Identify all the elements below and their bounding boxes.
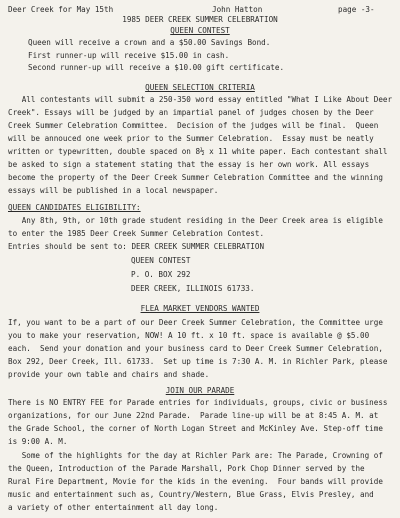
highlights-line: music and entertainment such as, Country/Western, Blue Grass, Elvis Presley, and [8,490,374,499]
document-title: 1985 DEER CREEK SUMMER CELEBRATION [122,15,278,24]
prize-line: First runner-up will receive $15.00 in cash. [28,50,230,60]
parade-line: There is NO ENTRY FEE for Parade entries for individuals, groups, civic or business [8,398,388,407]
flea-line: you to make your reservation, NOW! A 10 ft. x 10 ft. space is available @ $5.00 [8,331,370,340]
criteria-line: essays will be published in a local newspaper. [8,186,219,195]
entry-address [131,256,400,298]
parade-line: is 9:00 A. M. [8,437,68,446]
queen-prizes [28,38,400,73]
highlights-line: Rural Fire Department, Movie for the kids in the evening. Four bands will provide [8,477,383,486]
highlights-body [8,451,396,516]
criteria-line: Creek Summer Celebration Committee. Decision of the judges will be final. Queen [8,121,379,130]
eligibility-body [8,216,396,255]
criteria-line: become the property of the Deer Creek Summer Celebration Committee and the winning [8,173,383,182]
header-left: Deer Creek for May 15th [8,5,114,14]
prize-line: Queen will receive a crown and a $50.00 Savings Bond. [28,38,271,47]
criteria-line: will be annouced one week prior to the Summer Celebration. Essay must be neatly [8,134,374,143]
eligibility-heading: QUEEN CANDIDATES ELIGIBILITY: [8,203,141,212]
flea-line: provide your own table and chairs and shade. [8,370,210,379]
parade-line: organizations, for our June 22nd Parade. Parade line-up will be at 8:45 A. M. at [8,411,379,420]
parade-body [8,398,396,448]
flea-market-heading: FLEA MARKET VENDORS WANTED [140,304,260,313]
flea-line: each. Send your donation and your business card to Deer Creek Summer Celebration, [8,344,383,353]
criteria-heading: QUEEN SELECTION CRITERIA [145,83,255,92]
criteria-line: All contestants will submit a 250-350 word essay entitled "What I Like About Deer [8,95,393,104]
parade-line: the Grade School, the corner of North Logan Street and McKinley Ave. Step-off time [8,424,383,433]
flea-line: Box 292, Deer Creek, Ill. 61733. Set up time is 7:30 A. M. in Richler Park, please [8,357,388,366]
criteria-line: be asked to sign a statement stating that the essay is her own work. All essays [8,160,370,169]
parade-heading: JOIN OUR PARADE [165,386,235,395]
highlights-line: the Queen, Introduction of the Parade Marshall, Pork Chop Dinner served by the [8,464,365,473]
address-line: P. O. BOX 292 [131,270,191,279]
queen-contest-heading: QUEEN CONTEST [170,26,230,35]
criteria-line: Creek". Essays will be judged by an impartial panel of judges chosen by the Deer [8,108,374,117]
prize-line: Second runner-up will receive a $10.00 gift certificate. [28,63,285,73]
header-page: page -3- [338,5,375,14]
eligibility-line: Entries should be sent to: DEER CREEK SUMMER CELEBRATION [8,242,265,251]
header-author: John Hatton [212,5,263,14]
address-line: QUEEN CONTEST [131,256,191,265]
criteria-line: written or typewritten, double spaced on 8½ x 11 white paper. Each contestant shall [8,147,388,156]
criteria-body [8,95,396,199]
eligibility-line: to enter the 1985 Deer Creek Summer Celebration Contest. [8,229,265,238]
eligibility-line: Any 8th, 9th, or 10th grade student residing in the Deer Creek area is eligible [8,216,383,225]
flea-market-body [8,318,396,383]
highlights-line: a variety of other entertainment all day long. [8,503,219,512]
address-line: DEER CREEK, ILLINOIS 61733. [131,284,255,293]
flea-line: If, you want to be a part of our Deer Creek Summer Celebration, the Committee urge [8,318,383,327]
highlights-line: Some of the highlights for the day at Richler Park are: The Parade, Crowning of [8,451,383,460]
